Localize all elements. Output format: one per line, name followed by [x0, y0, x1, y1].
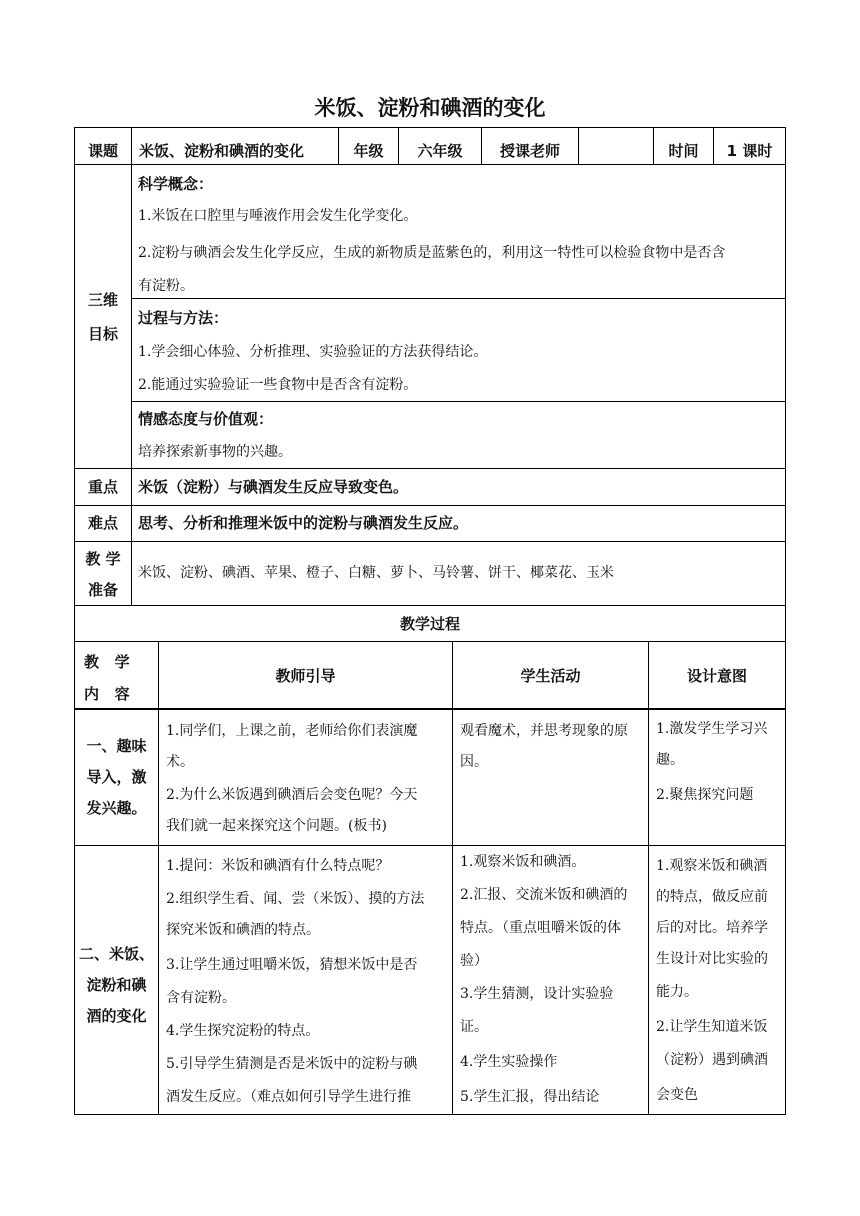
row1-content-line2: 导入，激 [86, 768, 147, 786]
row2-intent-line3: 后的对比。培养学 [656, 920, 768, 936]
col-content-header-line1: 教 学 [84, 653, 130, 671]
row1-student-line2: 因。 [460, 754, 488, 770]
row1-teacher-line3: 2.为什么米饭遇到碘酒后会变色呢？今天 [166, 787, 418, 803]
row1-intent-line2: 趣。 [656, 752, 684, 768]
row2-teacher-line7: 5.引导学生猜测是否是米饭中的淀粉与碘 [166, 1056, 418, 1072]
concept-1: 1.米饭在口腔里与唾液作用会发生化学变化。 [138, 208, 418, 224]
goals-label-line1: 三维 [87, 291, 118, 309]
row2-teacher-line4: 3.让学生通过咀嚼米饭，猜想米饭中是否 [166, 957, 418, 973]
prep-label-line1: 教 学 [85, 550, 121, 568]
process-title: 教学过程 [399, 615, 460, 633]
row1-student-line1: 观看魔术，并思考现象的原 [460, 723, 628, 739]
row2-teacher-line2: 2.组织学生看、闻、尝（米饭）、摸的方法 [166, 891, 425, 907]
grade-value: 六年级 [417, 142, 463, 160]
attitude-1: 培养探索新事物的兴趣。 [138, 444, 292, 460]
row1-intent-line1: 1.激发学生学习兴 [656, 721, 768, 737]
time-value: 1 课时 [726, 142, 773, 160]
col-content-header-line2: 内 容 [84, 685, 130, 703]
prep-label-line2: 准备 [87, 581, 118, 599]
process-1: 1.学会细心体验、分析推理、实验验证的方法获得结论。 [138, 344, 488, 360]
prep-value: 米饭、淀粉、碘酒、苹果、橙子、白糖、萝卜、马铃薯、饼干、椰菜花、玉米 [138, 565, 614, 581]
row2-intent-line4: 生设计对比实验的 [656, 951, 768, 967]
topic-value: 米饭、淀粉和碘酒的变化 [139, 142, 305, 160]
difficulty-value: 思考、分析和推理米饭中的淀粉与碘酒发生反应。 [138, 514, 469, 532]
row2-teacher-line8: 酒发生反应。（难点如何引导学生进行推 [166, 1089, 411, 1105]
concepts-heading: 科学概念： [138, 175, 214, 193]
row2-intent-line5: 能力。 [656, 984, 698, 1000]
col-student-header: 学生活动 [520, 667, 581, 685]
document-title: 米饭、淀粉和碘酒的变化 [314, 96, 546, 120]
row1-intent-line3: 2.聚焦探究问题 [656, 787, 754, 803]
row2-intent-line8: 会变色 [656, 1087, 698, 1103]
grade-label: 年级 [353, 142, 384, 160]
attitude-heading: 情感态度与价值观： [138, 410, 274, 428]
row2-intent-line7: （淀粉）遇到碘酒 [656, 1052, 768, 1068]
row2-content-line1: 二、米饭、 [78, 945, 154, 963]
row2-student-line8: 5.学生汇报，得出结论 [460, 1089, 600, 1105]
row1-teacher-line1: 1.同学们，上课之前，老师给你们表演魔 [166, 723, 418, 739]
row2-content-line2: 淀粉和碘 [86, 976, 147, 994]
row1-teacher-line4: 我们就一起来探究这个问题。(板书) [166, 818, 387, 834]
col-intent-header: 设计意图 [686, 667, 747, 685]
concept-2-line1: 2.淀粉与碘酒会发生化学反应，生成的新物质是蓝紫色的，利用这一特性可以检验食物中是否含 [138, 245, 726, 261]
row2-intent-line6: 2.让学生知道米饭 [656, 1019, 768, 1035]
time-label: 时间 [668, 142, 699, 160]
process-heading: 过程与方法： [138, 309, 229, 327]
topic-label: 课题 [87, 142, 118, 160]
row1-content-line3: 发兴趣。 [86, 799, 147, 817]
goals-label-line2: 目标 [87, 325, 118, 343]
concept-2-line2: 有淀粉。 [138, 278, 194, 294]
key-point-value: 米饭（淀粉）与碘酒发生反应导致变色。 [138, 478, 409, 496]
row2-student-line4: 验） [460, 953, 488, 969]
row2-student-line5: 3.学生猜测，设计实验验 [460, 986, 614, 1002]
row1-teacher-line2: 术。 [166, 754, 194, 770]
row2-student-line3: 特点。（重点咀嚼米饭的体 [460, 920, 621, 936]
teacher-label: 授课老师 [499, 142, 560, 160]
row2-teacher-line6: 4.学生探究淀粉的特点。 [166, 1023, 320, 1039]
process-2: 2.能通过实验验证一些食物中是否含有淀粉。 [138, 377, 418, 393]
row2-student-line7: 4.学生实验操作 [460, 1054, 558, 1070]
row2-student-line1: 1.观察米饭和碘酒。 [460, 854, 586, 870]
row2-content-line3: 酒的变化 [86, 1007, 147, 1025]
row2-intent-line2: 的特点，做反应前 [656, 889, 768, 905]
row2-teacher-line1: 1.提问：米饭和碘酒有什么特点呢？ [166, 858, 390, 874]
row2-teacher-line3: 探究米饭和碘酒的特点。 [166, 922, 320, 938]
row1-content-line1: 一、趣味 [86, 737, 147, 755]
key-point-label: 重点 [87, 478, 118, 496]
row2-intent-line1: 1.观察米饭和碘酒 [656, 858, 768, 874]
row2-student-line6: 证。 [460, 1019, 488, 1035]
col-teacher-header: 教师引导 [275, 667, 336, 685]
row2-student-line2: 2.汇报、交流米饭和碘酒的 [460, 887, 628, 903]
row2-teacher-line5: 含有淀粉。 [166, 990, 236, 1006]
difficulty-label: 难点 [87, 514, 118, 532]
